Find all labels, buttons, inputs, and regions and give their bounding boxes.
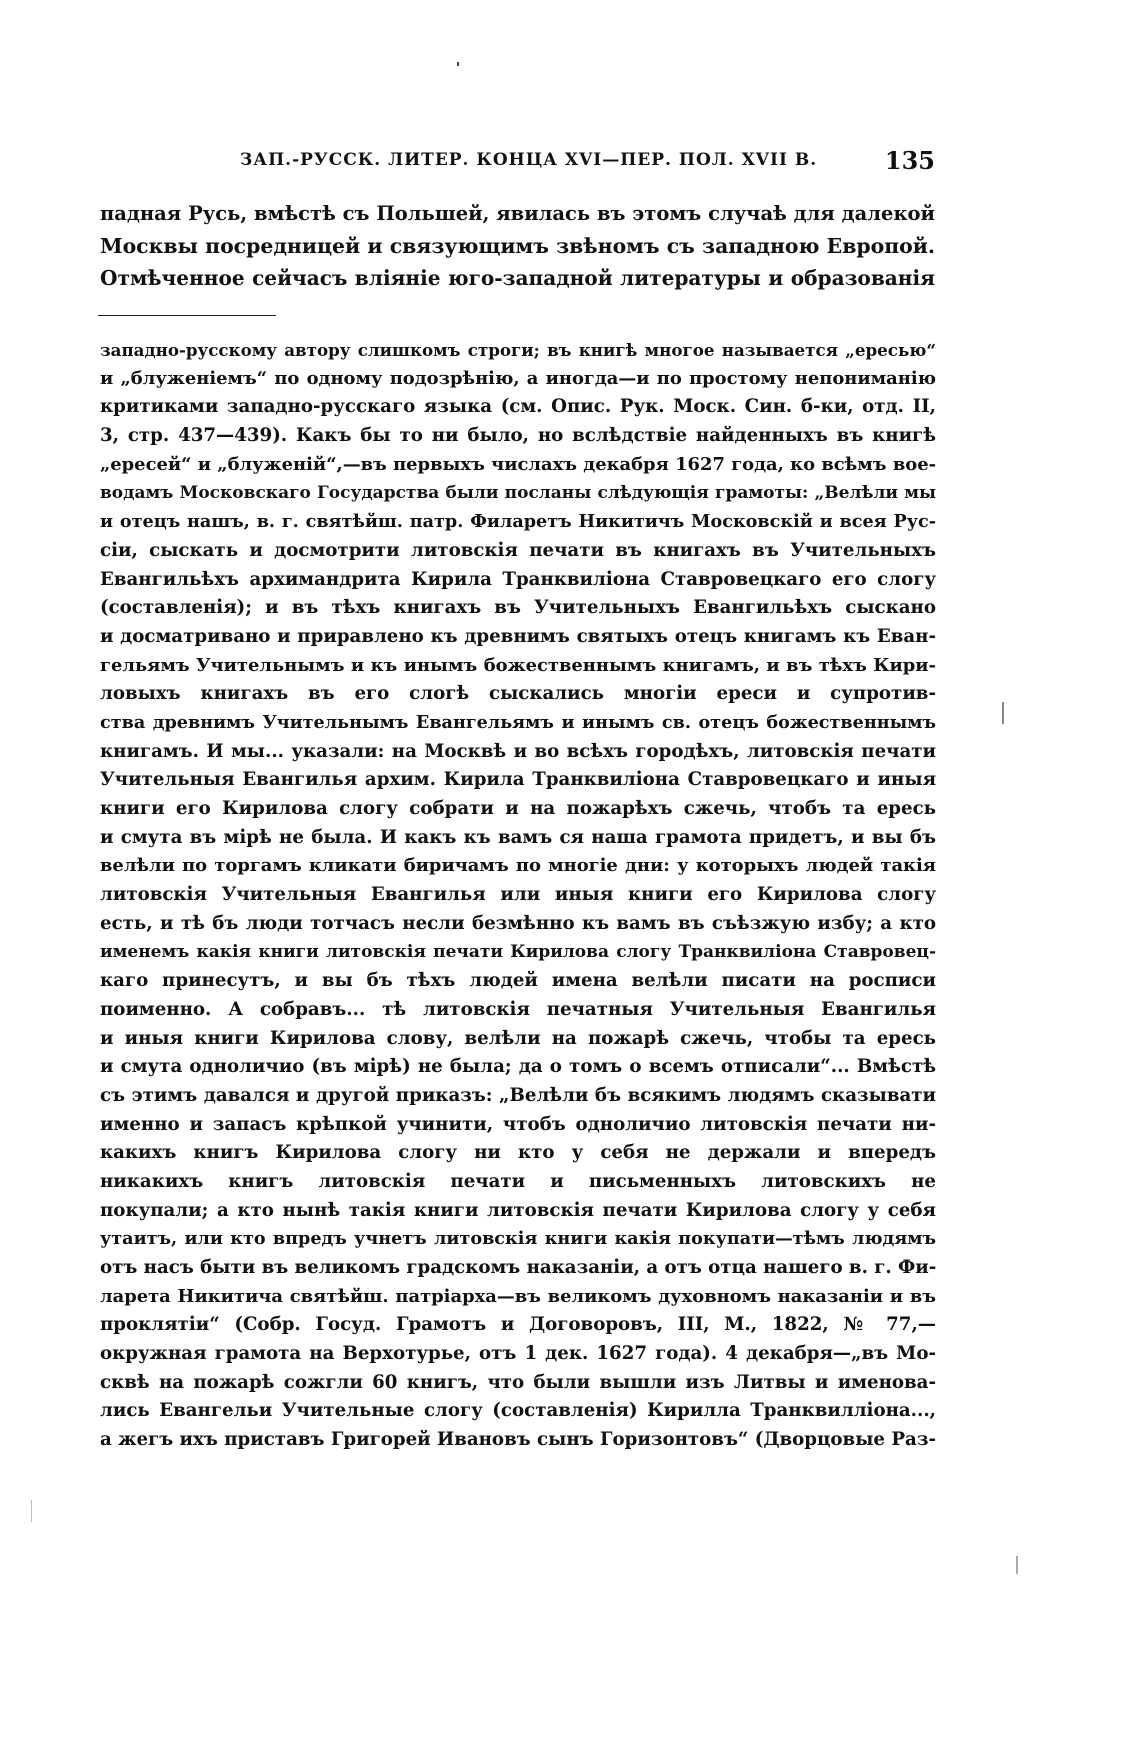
footnote-line: западно-русскому автору слишкомъ строги; въ книгѣ многое называется „ересью“ bbox=[100, 340, 936, 360]
footnote-line: велѣли по торгамъ кликати биричамъ по многіе дни: у которыхъ людей такія bbox=[100, 855, 936, 877]
footnote-line: лись Евангельи Учительные слогу (составленія) Кирилла Транквилліона..., bbox=[100, 1400, 936, 1422]
footnote-line: и „блуженіемъ“ по одному подозрѣнію, а иногда—и по простому непониманію bbox=[100, 367, 936, 389]
footnote-line: сквѣ на пожарѣ сожгли 60 книгъ, что были вышли изъ Литвы и именова- bbox=[100, 1371, 936, 1393]
main-text-line: Москвы посредницей и связующимъ звѣномъ съ западною Европой. bbox=[100, 234, 935, 258]
footnote-line: ловыхъ книгахъ въ его слогѣ сыскались многіи ереси и супротив- bbox=[100, 683, 936, 705]
footnote-line: отъ насъ быти въ великомъ градскомъ наказаніи, а отъ отца нашего в. г. Фи- bbox=[100, 1257, 936, 1278]
main-text-line: падная Русь, вмѣстѣ съ Польшей, явилась въ этомъ случаѣ для далекой bbox=[100, 202, 935, 225]
footnote-line: и досматривано и приравлено къ древнимъ святыхъ отецъ книгамъ къ Еван- bbox=[100, 625, 936, 647]
footnote-line: Евангильѣхъ архимандрита Кирила Транквиліона Ставровецкаго его слогу bbox=[100, 568, 936, 590]
footnote-line: именемъ какія книги литовскія печати Кирилова слогу Транквиліона Ставровец- bbox=[100, 942, 936, 963]
scan-speck bbox=[1002, 702, 1004, 724]
footnote-line: и смута въ мірѣ не была. И какъ къ вамъ ся наша грамота придетъ, и вы бъ bbox=[100, 826, 936, 848]
footnote-line: поименно. А собравъ... тѣ литовскія печатныя Учительныя Евангилья bbox=[100, 998, 936, 1020]
footnote-divider bbox=[98, 315, 276, 316]
footnote-line: а жегъ ихъ приставъ Григорей Ивановъ сынъ Горизонтовъ“ (Дворцовые Раз- bbox=[100, 1429, 936, 1451]
main-text-line: Отмѣченное сейчасъ вліяніе юго-западной литературы и образованія bbox=[100, 266, 935, 290]
footnote-line: ства древнимъ Учительнымъ Евангельямъ и инымъ св. отецъ божественнымъ bbox=[100, 711, 936, 733]
footnote-line: проклятіи“ (Собр. Госуд. Грамотъ и Договоровъ, III, М., 1822, № 77,— bbox=[100, 1314, 936, 1336]
footnote-line: Учительныя Евангилья архим. Кирила Транквиліона Ставровецкаго и иныя bbox=[100, 769, 936, 791]
footnote-line: есть, и тѣ бъ люди тотчасъ несли безмѣнно къ вамъ въ съѣзжую избу; а кто bbox=[100, 912, 936, 934]
footnote-line: и смута одноличио (въ мірѣ) не была; да о томъ о всемъ отписали“... Вмѣстѣ bbox=[100, 1056, 936, 1078]
page-number: 135 bbox=[884, 146, 935, 175]
footnote-line: съ этимъ давался и другой приказъ: „Велѣли бъ всякимъ людямъ сказывати bbox=[100, 1084, 936, 1106]
footnote-line: водамъ Московскаго Государства были посланы слѣдующія грамоты: „Велѣли мы bbox=[100, 483, 936, 504]
footnote-line: 3, стр. 437—439). Какъ бы то ни было, но вслѣдствіе найденныхъ въ книгѣ bbox=[100, 425, 936, 447]
footnote-line: и отецъ нашъ, в. г. святѣйш. патр. Филаретъ Никитичъ Московскій и всея Рус- bbox=[100, 511, 936, 533]
footnote-line: именно и запасъ крѣпкой учинити, чтобъ одноличио литовскія печати ни- bbox=[100, 1113, 936, 1135]
running-head: ЗАП.-РУССК. ЛИТЕР. КОНЦА XVI—ПЕР. ПОЛ. XVII В. bbox=[240, 150, 818, 170]
footnote-line: каго принесутъ, и вы бъ тѣхъ людей имена велѣли писати на росписи bbox=[100, 970, 936, 992]
scan-speck bbox=[457, 62, 459, 66]
footnote-line: утаитъ, или кто впредъ учнетъ литовскія книги какія покупати—тѣмъ людямъ bbox=[100, 1228, 936, 1250]
scan-speck bbox=[31, 1500, 32, 1522]
footnote-line: „ересей“ и „блуженій“,—въ первыхъ числахъ декабря 1627 года, ко всѣмъ вое- bbox=[100, 453, 936, 475]
footnote-line: никакихъ книгъ литовскія печати и письменныхъ литовскихъ не bbox=[100, 1170, 936, 1192]
page-header bbox=[120, 146, 935, 178]
footnote bbox=[100, 336, 936, 1455]
footnote-line: гельямъ Учительнымъ и къ инымъ божественнымъ книгамъ, и въ тѣхъ Кири- bbox=[100, 654, 936, 676]
footnote-line: окружная грамота на Верхотурье, отъ 1 дек. 1627 года). 4 декабря—„въ Мо- bbox=[100, 1343, 936, 1365]
footnote-line: (составленія); и въ тѣхъ книгахъ въ Учительныхъ Евангильѣхъ сыскано bbox=[100, 597, 936, 619]
footnote-line: сіи, сыскать и досмотрити литовскія печати въ книгахъ въ Учительныхъ bbox=[100, 539, 936, 561]
main-text bbox=[100, 198, 935, 294]
footnote-line: литовскія Учительныя Евангилья или иныя книги его Кирилова слогу bbox=[100, 884, 936, 906]
footnote-line: какихъ книгъ Кирилова слогу ни кто у себя не держали и впередъ bbox=[100, 1142, 936, 1164]
footnote-line: и иныя книги Кирилова слову, велѣли на пожарѣ сжечь, чтобы та ересь bbox=[100, 1027, 936, 1049]
footnote-line: книги его Кирилова слогу собрати и на пожарѣхъ сжечь, чтобъ та ересь bbox=[100, 798, 936, 819]
footnote-line: покупали; а кто нынѣ такія книги литовскія печати Кирилова слогу у себя bbox=[100, 1199, 936, 1221]
footnote-line: книгамъ. И мы... указали: на Москвѣ и во всѣхъ городѣхъ, литовскія печати bbox=[100, 740, 936, 762]
footnote-line: критиками западно-русскаго языка (см. Опис. Рук. Моск. Син. б-ки, отд. II, bbox=[100, 396, 936, 418]
scan-speck bbox=[1016, 1556, 1018, 1574]
footnote-line: ларета Никитича святѣйш. патріарха—въ великомъ духовномъ наказаніи и въ bbox=[100, 1285, 936, 1307]
